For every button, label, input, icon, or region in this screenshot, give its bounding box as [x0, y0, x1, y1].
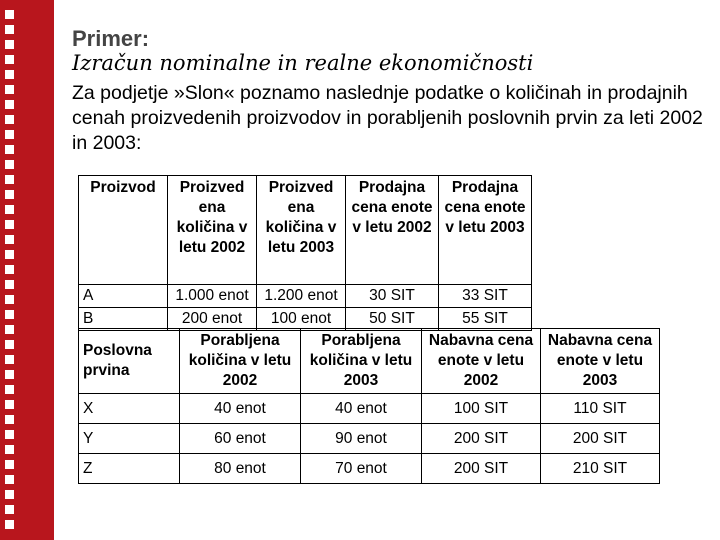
slide-subtitle: Izračun nominalne in realne ekonomičnosti [72, 51, 534, 75]
table-cell: Z [79, 454, 180, 484]
table-cell: 100 SIT [422, 394, 541, 424]
table-header-row [79, 329, 660, 394]
table-cell: 30 SIT [346, 285, 439, 308]
table-row [79, 454, 660, 484]
slide-title: Primer: [72, 26, 150, 51]
header-cell: Proizvod [79, 176, 168, 285]
header-cell: Poslovna prvina [79, 329, 180, 394]
table-cell: 40 enot [180, 394, 301, 424]
header-cell: Porabljena količina v letu 2002 [180, 329, 301, 394]
table-cell: 55 SIT [439, 308, 532, 331]
table-cell: Y [79, 424, 180, 454]
table-cell: 50 SIT [346, 308, 439, 331]
table-cell: X [79, 394, 180, 424]
intro-text: Za podjetje »Slon« poznamo naslednje podatke o količinah in prodajnih cenah proizvedenih proizvodov in porabljenih poslovnih prvin za leti 2002 in 2003: [72, 82, 703, 154]
table-cell: 70 enot [301, 454, 422, 484]
table-cell: 33 SIT [439, 285, 532, 308]
table-row [79, 285, 532, 308]
table-cell: 100 enot [257, 308, 346, 331]
table-cell: B [79, 308, 168, 331]
table-row [79, 424, 660, 454]
header-cell: Porabljena količina v letu 2003 [301, 329, 422, 394]
header-cell: Prodajna cena enote v letu 2002 [346, 176, 439, 285]
table-cell: 200 SIT [422, 424, 541, 454]
header-cell: Proizved ena količina v letu 2003 [257, 176, 346, 285]
table-cell: 90 enot [301, 424, 422, 454]
header-cell: Prodajna cena enote v letu 2003 [439, 176, 532, 285]
square-bullets-strip [5, 10, 19, 535]
products-table [78, 175, 532, 331]
table-row [79, 394, 660, 424]
table-cell: A [79, 285, 168, 308]
header-cell: Nabavna cena enote v letu 2003 [541, 329, 660, 394]
table-cell: 210 SIT [541, 454, 660, 484]
business-inputs-table [78, 328, 660, 484]
table-cell: 1.200 enot [257, 285, 346, 308]
table-cell: 80 enot [180, 454, 301, 484]
table-cell: 200 SIT [422, 454, 541, 484]
table-cell: 200 SIT [541, 424, 660, 454]
header-cell: Proizved ena količina v letu 2002 [168, 176, 257, 285]
table-cell: 1.000 enot [168, 285, 257, 308]
decorative-sidebar [0, 0, 54, 540]
table-cell: 200 enot [168, 308, 257, 331]
table-cell: 110 SIT [541, 394, 660, 424]
table-cell: 60 enot [180, 424, 301, 454]
header-cell: Nabavna cena enote v letu 2002 [422, 329, 541, 394]
table-cell: 40 enot [301, 394, 422, 424]
table-header-row [79, 176, 532, 285]
